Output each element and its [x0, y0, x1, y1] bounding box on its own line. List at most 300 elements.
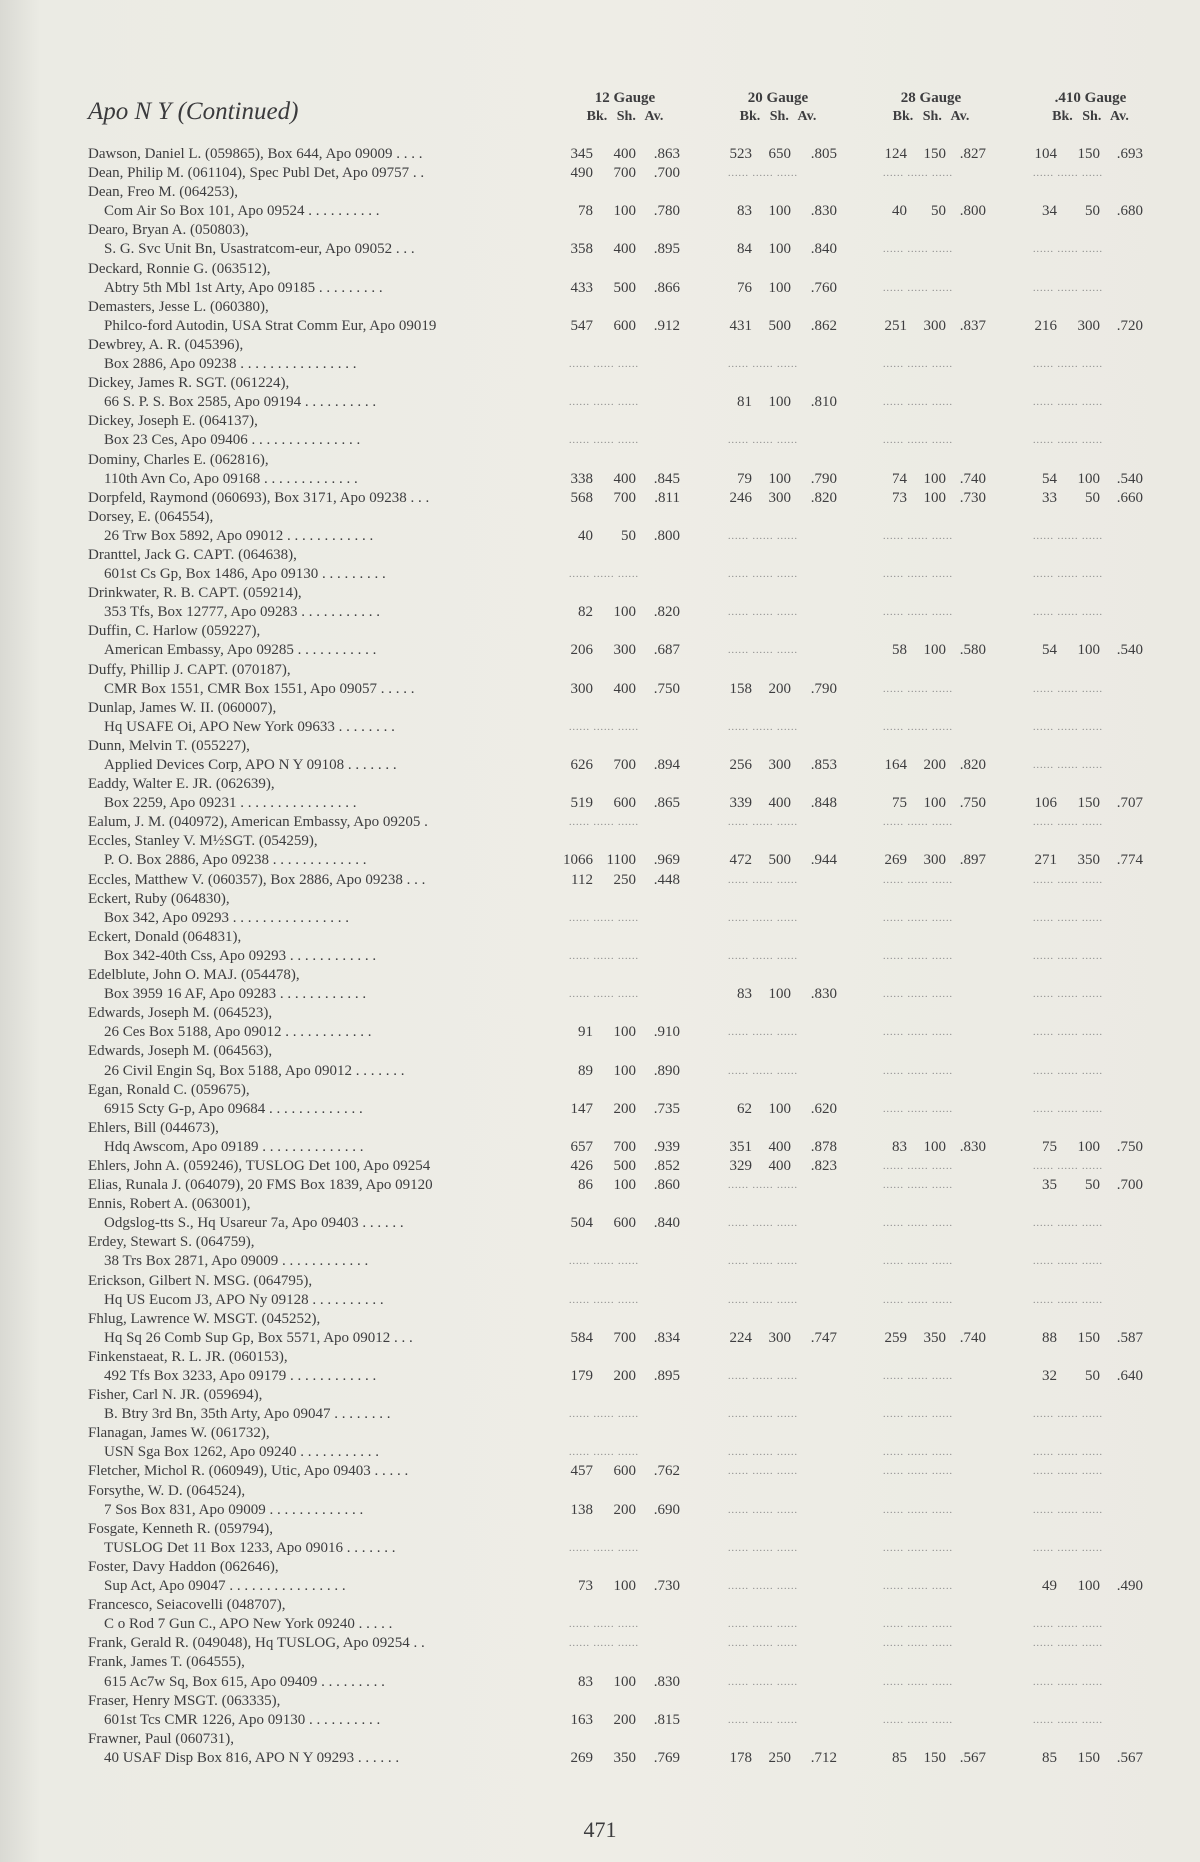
table-row: [0, 1596, 1200, 1615]
gauge-title: 28 Gauge: [900, 90, 962, 106]
broken-value: 84: [737, 241, 752, 258]
table-row: [0, 546, 1200, 565]
table-row: [0, 145, 1200, 164]
average-value: .800: [653, 527, 680, 544]
broken-value: 83: [578, 1673, 593, 1690]
broken-value: 472: [729, 852, 752, 869]
table-row: [0, 298, 1200, 317]
average-value: .750: [1116, 1138, 1143, 1155]
table-row: [0, 1023, 1200, 1042]
empty-cell-leader: ...... ...... ......: [1033, 874, 1103, 886]
average-value: .894: [653, 757, 680, 773]
entry-name: Box 342, Apo 09293 . . . . . . . . . . . . . . . .: [104, 909, 350, 926]
entry-name: Flanagan, James W. (061732),: [88, 1425, 270, 1442]
broken-value: 271: [1034, 852, 1057, 869]
broken-value: 33: [1042, 489, 1057, 506]
entry-name: Drinkwater, R. B. CAPT. (059214),: [88, 585, 302, 602]
empty-cell-leader: ...... ...... ......: [728, 1676, 798, 1688]
table-row: [0, 1176, 1200, 1195]
entry-name: American Embassy, Apo 09285 . . . . . . . . . . .: [104, 642, 377, 659]
entry-name: 66 S. P. S. Box 2585, Apo 09194 . . . . . . . . . .: [104, 394, 377, 411]
empty-cell-leader: ...... ...... ......: [883, 989, 953, 1001]
empty-cell-leader: ...... ...... ......: [569, 359, 639, 371]
broken-value: 246: [729, 489, 752, 506]
empty-cell-leader: ...... ...... ......: [883, 874, 953, 886]
table-row: [0, 1119, 1200, 1138]
broken-value: 269: [884, 852, 907, 869]
broken-value: 339: [729, 795, 752, 812]
empty-cell-leader: ...... ...... ......: [1033, 1504, 1103, 1516]
empty-cell-leader: ...... ...... ......: [569, 989, 639, 1001]
empty-cell-leader: ...... ...... ......: [883, 168, 953, 180]
table-row: [0, 1348, 1200, 1367]
average-value: .490: [1116, 1578, 1143, 1595]
empty-cell-leader: ...... ...... ......: [1033, 721, 1103, 733]
entries-table: [0, 145, 1200, 1768]
broken-value: 426: [570, 1157, 593, 1174]
shot-value: 100: [768, 470, 791, 487]
entry-name: Dorsey, E. (064554),: [88, 508, 214, 525]
table-row: [0, 221, 1200, 240]
average-value: .805: [810, 146, 837, 162]
broken-value: 85: [892, 1749, 907, 1766]
empty-cell-leader: ...... ...... ......: [1033, 435, 1103, 447]
table-row: [0, 1138, 1200, 1157]
empty-cell-leader: ...... ...... ......: [728, 1409, 798, 1421]
empty-cell-leader: ...... ...... ......: [883, 1409, 953, 1421]
table-row: [0, 603, 1200, 622]
table-row: [0, 1749, 1200, 1768]
empty-cell-leader: ...... ...... ......: [883, 721, 953, 733]
shot-value: 100: [768, 279, 791, 296]
empty-cell-leader: ...... ...... ......: [1033, 1466, 1103, 1478]
broken-value: 138: [570, 1501, 593, 1518]
entry-name: Box 23 Ces, Apo 09406 . . . . . . . . . . . . . . .: [104, 432, 361, 449]
empty-cell-leader: ...... ...... ......: [883, 683, 953, 695]
empty-cell-leader: ...... ...... ......: [569, 950, 639, 962]
empty-cell-leader: ...... ...... ......: [883, 1638, 953, 1650]
entry-name: Eaddy, Walter E. JR. (062639),: [88, 776, 275, 793]
empty-cell-leader: ...... ...... ......: [883, 397, 953, 409]
empty-cell-leader: ...... ...... ......: [728, 435, 798, 447]
table-row: [0, 1214, 1200, 1233]
entry-name: CMR Box 1551, CMR Box 1551, Apo 09057 . . . . .: [104, 680, 415, 697]
empty-cell-leader: ...... ...... ......: [883, 1256, 953, 1268]
table-row: [0, 1692, 1200, 1711]
broken-value: 457: [570, 1463, 593, 1480]
shot-value: 400: [768, 1157, 791, 1174]
shot-value: 50: [621, 527, 636, 544]
gauge-header-20: [723, 90, 833, 125]
entry-name: Demasters, Jesse L. (060380),: [88, 298, 269, 315]
empty-cell-leader: ...... ...... ......: [883, 1180, 953, 1192]
table-row: [0, 680, 1200, 699]
table-row: [0, 1272, 1200, 1291]
shot-value: 100: [613, 1177, 636, 1194]
average-value: .866: [653, 279, 680, 296]
average-value: .840: [653, 1215, 680, 1232]
gauge-subheader: Bk. Sh. Av.: [892, 109, 970, 124]
broken-value: 568: [570, 489, 593, 506]
shot-value: 300: [923, 852, 946, 869]
table-row: [0, 737, 1200, 756]
empty-cell-leader: ...... ...... ......: [569, 1619, 639, 1631]
broken-value: 83: [737, 203, 752, 220]
broken-value: 86: [578, 1177, 593, 1194]
empty-cell-leader: ...... ...... ......: [1033, 1447, 1103, 1459]
average-value: .790: [810, 470, 837, 487]
empty-cell-leader: ...... ...... ......: [1033, 912, 1103, 924]
shot-value: 600: [613, 317, 636, 334]
broken-value: 73: [892, 489, 907, 506]
empty-cell-leader: ...... ...... ......: [1033, 1103, 1103, 1115]
entry-name: 38 Trs Box 2871, Apo 09009 . . . . . . . . . . . .: [104, 1253, 369, 1270]
table-row: [0, 794, 1200, 813]
average-value: .747: [810, 1329, 837, 1346]
shot-value: 100: [613, 1024, 636, 1041]
average-value: .827: [959, 146, 986, 162]
average-value: .895: [653, 241, 680, 258]
table-row: [0, 489, 1200, 508]
average-value: .860: [653, 1177, 680, 1194]
entry-name: Dranttel, Jack G. CAPT. (064638),: [88, 546, 297, 563]
empty-cell-leader: ...... ...... ......: [728, 1447, 798, 1459]
broken-value: 504: [570, 1215, 593, 1232]
table-row: [0, 1520, 1200, 1539]
entry-name: Dewbrey, A. R. (045396),: [88, 336, 244, 353]
empty-cell-leader: ...... ...... ......: [728, 569, 798, 581]
average-value: .690: [653, 1501, 680, 1518]
empty-cell-leader: ...... ...... ......: [728, 607, 798, 619]
table-row: [0, 1634, 1200, 1653]
empty-cell-leader: ...... ...... ......: [569, 569, 639, 581]
broken-value: 54: [1042, 470, 1057, 487]
broken-value: 345: [570, 146, 593, 162]
broken-value: 158: [729, 680, 752, 697]
average-value: .540: [1116, 470, 1143, 487]
empty-cell-leader: ...... ...... ......: [728, 359, 798, 371]
average-value: .700: [653, 165, 680, 182]
empty-cell-leader: ...... ...... ......: [728, 645, 798, 657]
average-value: .820: [653, 604, 680, 621]
average-value: .680: [1116, 203, 1143, 220]
table-row: [0, 1081, 1200, 1100]
average-value: .845: [653, 470, 680, 487]
shot-value: 150: [1077, 146, 1100, 162]
empty-cell-leader: ...... ...... ......: [569, 1294, 639, 1306]
shot-value: 400: [768, 795, 791, 812]
empty-cell-leader: ...... ...... ......: [1033, 1218, 1103, 1230]
empty-cell-leader: ...... ...... ......: [1033, 1160, 1103, 1172]
shot-value: 100: [768, 394, 791, 411]
average-value: .969: [653, 852, 680, 869]
table-row: [0, 584, 1200, 603]
shot-value: 400: [613, 241, 636, 258]
gauge-subheader: Bk. Sh. Av.: [1052, 109, 1129, 124]
entry-name: Edelblute, John O. MAJ. (054478),: [88, 967, 300, 984]
entry-name: 601st Cs Gp, Box 1486, Apo 09130 . . . . . . . . .: [104, 566, 386, 583]
entry-name: Deckard, Ronnie G. (063512),: [88, 260, 271, 277]
entry-name: Dearo, Bryan A. (050803),: [88, 222, 249, 239]
entry-name: Box 2886, Apo 09238 . . . . . . . . . . . . . . . .: [104, 356, 357, 373]
entry-name: Frank, Gerald R. (049048), Hq TUSLOG, Apo 09254 . .: [88, 1635, 425, 1652]
broken-value: 112: [571, 871, 593, 888]
table-row: [0, 832, 1200, 851]
table-row: [0, 1730, 1200, 1749]
average-value: .939: [653, 1138, 680, 1155]
average-value: .890: [653, 1062, 680, 1079]
shot-value: 350: [1077, 852, 1100, 869]
empty-cell-leader: ...... ...... ......: [1033, 1542, 1103, 1554]
entry-name: Forsythe, W. D. (064524),: [88, 1482, 246, 1499]
entry-name: Fisher, Carl N. JR. (059694),: [88, 1387, 263, 1404]
entry-name: 601st Tcs CMR 1226, Apo 09130 . . . . . . . . . .: [104, 1711, 381, 1728]
table-row: [0, 1004, 1200, 1023]
gauge-title: 20 Gauge: [747, 90, 809, 106]
empty-cell-leader: ...... ...... ......: [569, 1447, 639, 1459]
entry-name: Frawner, Paul (060731),: [88, 1730, 235, 1747]
empty-cell-leader: ...... ...... ......: [883, 569, 953, 581]
shot-value: 100: [768, 203, 791, 220]
empty-cell-leader: ...... ...... ......: [728, 721, 798, 733]
shot-value: 100: [613, 1062, 636, 1079]
entry-name: 110th Avn Co, Apo 09168 . . . . . . . . . . . . .: [104, 470, 358, 487]
table-row: [0, 985, 1200, 1004]
broken-value: 40: [892, 203, 907, 220]
empty-cell-leader: ...... ...... ......: [728, 530, 798, 542]
average-value: .712: [810, 1749, 837, 1766]
shot-value: 700: [613, 1329, 636, 1346]
empty-cell-leader: ...... ...... ......: [883, 1714, 953, 1726]
average-value: .567: [959, 1749, 986, 1766]
broken-value: 584: [570, 1329, 593, 1346]
table-row: [0, 909, 1200, 928]
entry-name: Eccles, Stanley V. M½SGT. (054259),: [88, 833, 318, 850]
table-row: [0, 1291, 1200, 1310]
entry-name: Ehlers, John A. (059246), TUSLOG Det 100, Apo 09254: [88, 1157, 431, 1174]
empty-cell-leader: ...... ...... ......: [1033, 1619, 1103, 1631]
gauge-title: 12 Gauge: [594, 90, 656, 106]
broken-value: 82: [578, 604, 593, 621]
average-value: .848: [810, 795, 837, 812]
entry-name: Dawson, Daniel L. (059865), Box 644, Apo 09009 . . . .: [88, 146, 423, 162]
shot-value: 200: [613, 1711, 636, 1728]
average-value: .735: [653, 1100, 680, 1117]
empty-cell-leader: ...... ...... ......: [1033, 1027, 1103, 1039]
page-title: Apo N Y (Continued): [88, 98, 299, 125]
shot-value: 100: [1077, 1138, 1100, 1155]
broken-value: 164: [884, 757, 907, 773]
average-value: .862: [810, 317, 837, 334]
empty-cell-leader: ...... ...... ......: [883, 1218, 953, 1230]
table-row: [0, 1424, 1200, 1443]
entry-name: Ehlers, Bill (044673),: [88, 1119, 219, 1136]
entry-name: Edwards, Joseph M. (064563),: [88, 1043, 273, 1060]
empty-cell-leader: ...... ...... ......: [1033, 530, 1103, 542]
average-value: .852: [653, 1157, 680, 1174]
empty-cell-leader: ...... ...... ......: [569, 1542, 639, 1554]
table-row: [0, 1367, 1200, 1386]
empty-cell-leader: ...... ...... ......: [1033, 950, 1103, 962]
empty-cell-leader: ...... ...... ......: [569, 435, 639, 447]
average-value: .840: [810, 241, 837, 258]
entry-name: Foster, Davy Haddon (062646),: [88, 1558, 279, 1575]
table-row: [0, 374, 1200, 393]
table-row: [0, 317, 1200, 336]
shot-value: 100: [923, 1138, 946, 1155]
shot-value: 50: [1085, 1368, 1100, 1384]
table-row: [0, 813, 1200, 832]
empty-cell-leader: ...... ...... ......: [728, 1065, 798, 1077]
empty-cell-leader: ...... ...... ......: [728, 1466, 798, 1478]
entry-name: Box 3959 16 AF, Apo 09283 . . . . . . . . . . . .: [104, 986, 367, 1003]
shot-value: 500: [768, 317, 791, 334]
table-row: [0, 412, 1200, 431]
average-value: .910: [653, 1024, 680, 1041]
broken-value: 433: [570, 279, 593, 296]
table-row: [0, 470, 1200, 489]
broken-value: 78: [578, 203, 593, 220]
shot-value: 100: [923, 489, 946, 506]
broken-value: 431: [729, 317, 752, 334]
average-value: .700: [1116, 1177, 1143, 1194]
entry-name: Com Air So Box 101, Apo 09524 . . . . . . . . . .: [104, 203, 380, 220]
shot-value: 300: [768, 757, 791, 773]
shot-value: 700: [613, 757, 636, 773]
empty-cell-leader: ...... ...... ......: [1033, 683, 1103, 695]
shot-value: 500: [613, 1157, 636, 1174]
entry-name: 615 Ac7w Sq, Box 615, Apo 09409 . . . . . . . . .: [104, 1673, 385, 1690]
table-row: [0, 1386, 1200, 1405]
average-value: .740: [959, 470, 986, 487]
shot-value: 300: [768, 1329, 791, 1346]
empty-cell-leader: ...... ...... ......: [728, 1581, 798, 1593]
broken-value: 547: [570, 317, 593, 334]
empty-cell-leader: ...... ...... ......: [883, 1504, 953, 1516]
average-value: .811: [654, 489, 680, 506]
empty-cell-leader: ...... ...... ......: [728, 817, 798, 829]
broken-value: 83: [892, 1138, 907, 1155]
average-value: .640: [1116, 1368, 1143, 1384]
shot-value: 100: [768, 241, 791, 258]
table-row: [0, 1405, 1200, 1424]
empty-cell-leader: ...... ...... ......: [883, 607, 953, 619]
entry-name: Eckert, Donald (064831),: [88, 928, 242, 945]
broken-value: 329: [729, 1157, 752, 1174]
average-value: .567: [1116, 1749, 1143, 1766]
broken-value: 519: [570, 795, 593, 812]
table-row: [0, 1100, 1200, 1119]
entry-name: 26 Civil Engin Sq, Box 5188, Apo 09012 . . . . . . .: [104, 1062, 405, 1079]
table-row: [0, 1329, 1200, 1348]
empty-cell-leader: ...... ...... ......: [1033, 607, 1103, 619]
empty-cell-leader: ...... ...... ......: [728, 1619, 798, 1631]
average-value: .693: [1116, 146, 1143, 162]
entry-name: Odgslog-tts S., Hq Usareur 7a, Apo 09403 . . . . . .: [104, 1215, 404, 1232]
entry-name: B. Btry 3rd Bn, 35th Arty, Apo 09047 . . . . . . . .: [104, 1406, 391, 1423]
empty-cell-leader: ...... ...... ......: [1033, 1409, 1103, 1421]
empty-cell-leader: ...... ...... ......: [883, 282, 953, 294]
empty-cell-leader: ...... ...... ......: [1033, 989, 1103, 1001]
entry-name: 353 Tfs, Box 12777, Apo 09283 . . . . . . . . . . .: [104, 604, 380, 621]
entry-name: Elias, Runala J. (064079), 20 FMS Box 1839, Apo 09120: [88, 1177, 433, 1194]
entry-name: Hq Sq 26 Comb Sup Gp, Box 5571, Apo 09012 . . .: [104, 1329, 413, 1346]
empty-cell-leader: ...... ...... ......: [883, 1027, 953, 1039]
average-value: .587: [1116, 1329, 1143, 1346]
table-row: [0, 966, 1200, 985]
average-value: .834: [653, 1329, 680, 1346]
table-row: [0, 183, 1200, 202]
broken-value: 256: [729, 757, 752, 773]
shot-value: 150: [1077, 795, 1100, 812]
broken-value: 49: [1042, 1578, 1057, 1595]
gauge-title: .410 Gauge: [1054, 90, 1127, 106]
shot-value: 1100: [606, 852, 636, 869]
broken-value: 104: [1034, 146, 1057, 162]
average-value: .865: [653, 795, 680, 812]
entry-name: Sup Act, Apo 09047 . . . . . . . . . . . . . . . .: [104, 1578, 346, 1595]
entry-name: Dominy, Charles E. (062816),: [88, 451, 269, 468]
table-row: [0, 1558, 1200, 1577]
empty-cell-leader: ...... ...... ......: [728, 1027, 798, 1039]
empty-cell-leader: ...... ...... ......: [569, 912, 639, 924]
empty-cell-leader: ...... ...... ......: [569, 397, 639, 409]
empty-cell-leader: ...... ...... ......: [728, 1504, 798, 1516]
average-value: .687: [653, 642, 680, 659]
empty-cell-leader: ...... ...... ......: [1033, 168, 1103, 180]
shot-value: 500: [613, 279, 636, 296]
average-value: .660: [1116, 489, 1143, 506]
entry-name: 40 USAF Disp Box 816, APO N Y 09293 . . . . . .: [104, 1749, 400, 1766]
empty-cell-leader: ...... ...... ......: [728, 168, 798, 180]
entry-name: P. O. Box 2886, Apo 09238 . . . . . . . . . . . . .: [104, 852, 367, 869]
entry-name: Egan, Ronald C. (059675),: [88, 1081, 250, 1098]
broken-value: 83: [737, 986, 752, 1003]
table-row: [0, 240, 1200, 259]
table-row: [0, 871, 1200, 890]
table-row: [0, 1233, 1200, 1252]
average-value: .769: [653, 1749, 680, 1766]
broken-value: 300: [570, 680, 593, 697]
table-row: [0, 1443, 1200, 1462]
entry-name: Francesco, Seiacovelli (048707),: [88, 1597, 286, 1614]
entry-name: Edwards, Joseph M. (064523),: [88, 1005, 273, 1022]
table-row: [0, 947, 1200, 966]
entry-name: Hdq Awscom, Apo 09189 . . . . . . . . . . . . . .: [104, 1138, 364, 1155]
shot-value: 300: [1077, 317, 1100, 334]
entry-name: Hq US Eucom J3, APO Ny 09128 . . . . . . . . . .: [104, 1291, 384, 1308]
empty-cell-leader: ...... ...... ......: [883, 1103, 953, 1115]
table-row: [0, 1252, 1200, 1271]
broken-value: 351: [729, 1138, 752, 1155]
average-value: .830: [810, 203, 837, 220]
shot-value: 150: [923, 1749, 946, 1766]
entry-name: Dunlap, James W. II. (060007),: [88, 699, 277, 716]
gauge-header-410: [1033, 90, 1148, 125]
entry-name: Eckert, Ruby (064830),: [88, 890, 230, 907]
shot-value: 700: [613, 1138, 636, 1155]
broken-value: 35: [1042, 1177, 1057, 1194]
entry-name: Applied Devices Corp, APO N Y 09108 . . . . . . .: [104, 757, 397, 773]
shot-value: 100: [768, 1100, 791, 1117]
average-value: .720: [1116, 317, 1143, 334]
shot-value: 250: [768, 1749, 791, 1766]
average-value: .820: [959, 757, 986, 773]
entry-name: Erickson, Gilbert N. MSG. (064795),: [88, 1272, 313, 1289]
average-value: .540: [1116, 642, 1143, 659]
shot-value: 400: [613, 470, 636, 487]
empty-cell-leader: ...... ...... ......: [1033, 1638, 1103, 1650]
